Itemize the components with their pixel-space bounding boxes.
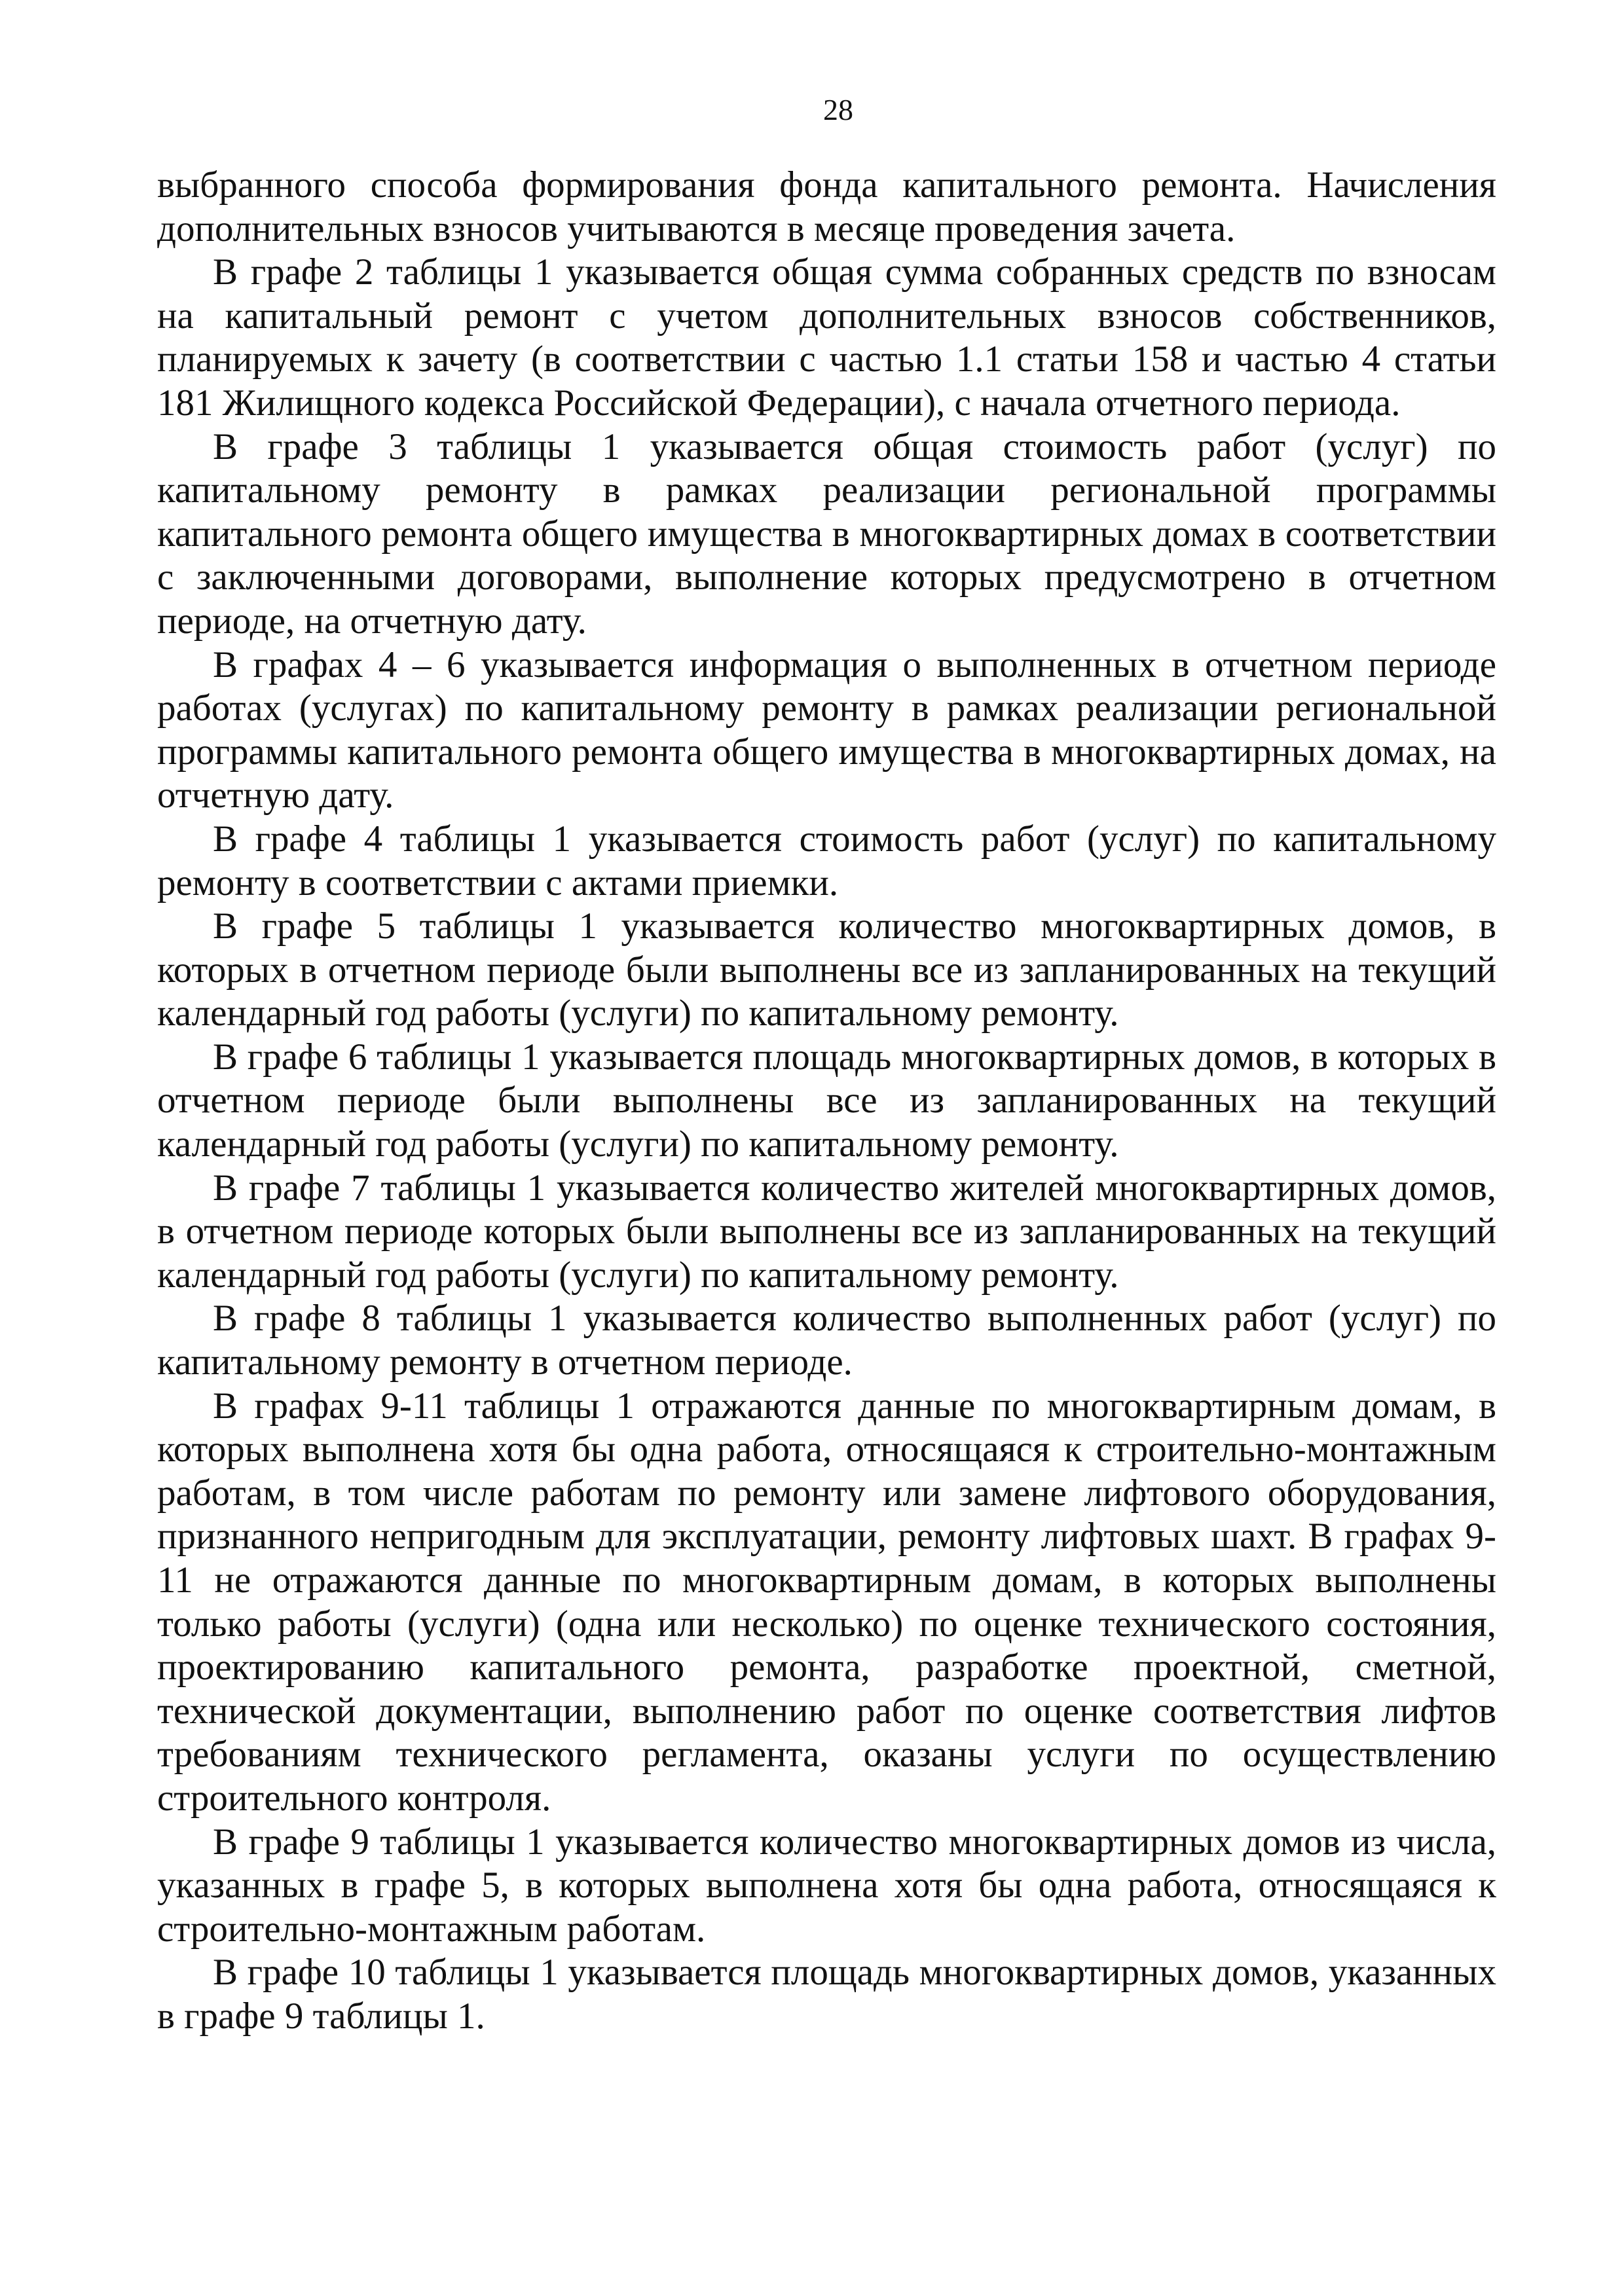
paragraph-continuation: выбранного способа формирования фонда капитального ремонта. Начисления дополнительных взносов учитываются в месяце проведения зачета.	[157, 164, 1496, 249]
paragraph-column-10: В графе 10 таблицы 1 указывается площадь многоквартирных домов, указанных в графе 9 таблицы 1.	[157, 1952, 1496, 2037]
paragraph-column-9: В графе 9 таблицы 1 указывается количество многоквартирных домов из числа, указанных в графе 5, в которых выполнена хотя бы одна работа, относящаяся к строительно-монтажным работам.	[157, 1821, 1496, 1950]
paragraph-column-4: В графе 4 таблицы 1 указывается стоимость работ (услуг) по капитальному ремонту в соответствии с актами приемки.	[157, 818, 1496, 903]
paragraph-columns-4-6: В графах 4 – 6 указывается информация о выполненных в отчетном периоде работах (услугах) по капитальному ремонту в рамках реализации региональной программы капитального ремонта общего имущества в многоквартирных домах, на отчетную дату.	[157, 644, 1496, 816]
paragraph-column-2: В графе 2 таблицы 1 указывается общая сумма собранных средств по взносам на капитальный ремонт с учетом дополнительных взносов собственников, планируемых к зачету (в соответствии с частью 1.1 статьи 158 и частью 4 статьи 181 Жилищного кодекса Российской Федерации), с начала отчетного периода.	[157, 251, 1496, 424]
paragraph-column-7: В графе 7 таблицы 1 указывается количество жителей многоквартирных домов, в отчетном периоде которых были выполнены все из запланированных на текущий календарный год работы (услуги) по капитальному ремонту.	[157, 1167, 1496, 1296]
page-number: 28	[823, 93, 853, 126]
paragraph-column-6: В графе 6 таблицы 1 указывается площадь многоквартирных домов, в которых в отчетном периоде были выполнены все из запланированных на текущий календарный год работы (услуги) по капитальному ремонту.	[157, 1036, 1496, 1165]
paragraph-column-8: В графе 8 таблицы 1 указывается количество выполненных работ (услуг) по капитальному ремонту в отчетном периоде.	[157, 1298, 1496, 1383]
paragraph-column-5: В графе 5 таблицы 1 указывается количество многоквартирных домов, в которых в отчетном периоде были выполнены все из запланированных на текущий календарный год работы (услуги) по капитальному ремонту.	[157, 905, 1496, 1034]
paragraph-column-3: В графе 3 таблицы 1 указывается общая стоимость работ (услуг) по капитальному ремонту в рамках реализации региональной программы капитального ремонта общего имущества в многоквартирных домах в соответствии с заключенными договорами, выполнение которых предусмотрено в отчетном периоде, на отчетную дату.	[157, 426, 1496, 642]
document-body	[157, 164, 1496, 2039]
paragraph-columns-9-11: В графах 9-11 таблицы 1 отражаются данные по многоквартирным домам, в которых выполнена хотя бы одна работа, относящаяся к строительно-монтажным работам, в том числе работам по ремонту или замене лифтового оборудования, признанного непригодным для эксплуатации, ремонту лифтовых шахт. В графах 9-11 не отражаются данные по многоквартирным домам, в которых выполнены только работы (услуги) (одна или несколько) по оценке технического состояния, проектированию капитального ремонта, разработке проектной, сметной, технической документации, выполнению работ по оценке соответствия лифтов требованиям технического регламента, оказаны услуги по осуществлению строительного контроля.	[157, 1385, 1496, 1819]
